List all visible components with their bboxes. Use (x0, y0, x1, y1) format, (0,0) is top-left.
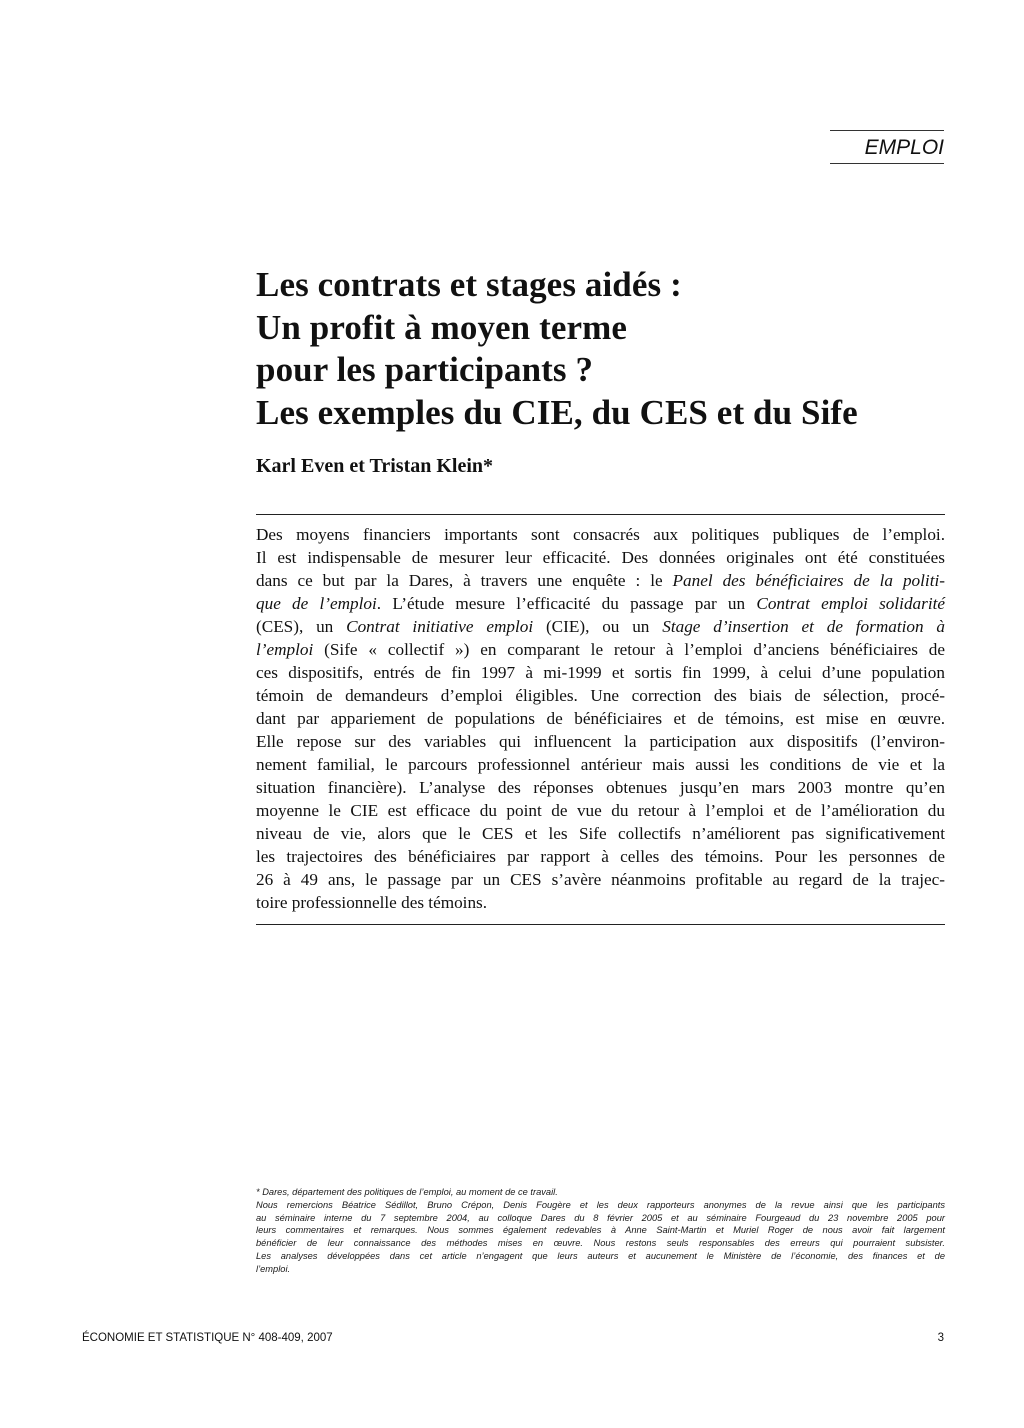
abstract-line (256, 822, 945, 845)
title-line: Les exemples du CIE, du CES et du Sife (256, 392, 858, 432)
abstract-line (256, 730, 945, 753)
abstract-text: dant par appariement de populations de bénéficiaires et de témoins, est mise en œuvre. (256, 709, 945, 728)
abstract-line (256, 891, 945, 914)
abstract-text: (CES), un (256, 617, 347, 636)
abstract-line (256, 799, 945, 822)
article-authors: Karl Even et Tristan Klein* (256, 455, 494, 477)
abstract-line (256, 684, 945, 707)
footnote-line: au séminaire interne du 7 septembre 2004, au colloque Dares du 8 février 2005 et au séminaire Fourgeaud du 23 novembre 2005 pour (256, 1212, 945, 1223)
abstract-line (256, 776, 945, 799)
abstract-text: dans ce but par la Dares, à travers une enquête : le (256, 571, 673, 590)
abstract-text: moyenne le CIE est efficace du point de vue du retour à l’emploi et de l’amélioration du (256, 801, 945, 820)
abstract-line (256, 638, 945, 661)
abstract-italic-text: l’emploi (256, 640, 314, 659)
abstract-line (256, 546, 945, 569)
footnote-line: l’emploi. (256, 1263, 291, 1274)
abstract-text: 26 à 49 ans, le passage par un CES s’avère néanmoins profitable au regard de la trajec- (256, 870, 945, 889)
abstract-line (256, 845, 945, 868)
footnote-line: Nous remercions Béatrice Sédillot, Bruno Crépon, Denis Fougère et les deux rapporteurs anonymes de la revue ainsi que les participants (256, 1199, 945, 1210)
abstract-italic-text: Contrat initiative emploi (346, 617, 534, 636)
abstract-text: (Sife « collectif ») en comparant le retour à l’emploi d’anciens bénéficiaires de (313, 640, 945, 659)
page-number: 3 (937, 1332, 944, 1344)
footnotes (256, 1186, 945, 1276)
abstract-text: Elle repose sur des variables qui influencent la participation aux dispositifs (l’environ- (256, 732, 945, 751)
abstract-box (256, 514, 945, 925)
title-line: pour les participants ? (256, 350, 594, 389)
abstract-text: Des moyens financiers importants sont consacrés aux politiques publiques de l’emploi. (256, 525, 945, 544)
abstract-line (256, 615, 945, 638)
abstract-line (256, 868, 945, 891)
footnote-line: bénéficier de leur connaissance des méthodes mises en œuvre. Nous restons seuls responsables des erreurs qui pourraient subsister. (256, 1238, 945, 1249)
abstract-text: situation financière). L’analyse des réponses obtenues jusqu’en mars 2003 montre qu’en (256, 778, 945, 797)
title-line: Les contrats et stages aidés : (256, 265, 682, 304)
abstract-italic-text: Panel des bénéficiaires de la politi- (672, 571, 945, 590)
abstract-text: témoin de demandeurs d’emploi éligibles. Une correction des biais de sélection, procé- (256, 686, 945, 705)
title-line: Un profit à moyen terme (256, 307, 628, 347)
abstract-line (256, 592, 945, 615)
abstract-italic-text: Stage d’insertion et de formation à (662, 617, 945, 636)
abstract-text: ces dispositifs, entrés de fin 1997 à mi-1999 et sortis fin 1999, à celui d’une population (256, 663, 945, 682)
abstract-line (256, 523, 945, 546)
abstract-text: toire professionnelle des témoins. (256, 893, 488, 912)
footnote-line: Les analyses développées dans cet article n’engagent que leurs auteurs et aucunement le Ministère de l’économie, des finances et de (256, 1250, 945, 1261)
section-rubric: EMPLOI (830, 130, 944, 164)
abstract-text: nement familial, le parcours professionnel antérieur mais aussi les conditions de vie et la (256, 755, 945, 774)
abstract-text: niveau de vie, alors que le CES et les Sife collectifs n’améliorent pas significativement (256, 824, 945, 843)
abstract-line (256, 569, 945, 592)
journal-footer: ÉCONOMIE ET STATISTIQUE N° 408-409, 2007 (82, 1332, 333, 1344)
abstract-text: (CIE), ou un (533, 617, 663, 636)
abstract-line (256, 707, 945, 730)
abstract-text: les trajectoires des bénéficiaires par rapport à celles des témoins. Pour les personnes de (256, 847, 945, 866)
abstract-line (256, 661, 945, 684)
abstract-italic-text: Contrat emploi solidarité (756, 594, 946, 613)
abstract-italic-text: que de l’emploi (256, 594, 377, 613)
article-title (256, 264, 956, 434)
footnote-line: leurs commentaires et remarques. Nous sommes également redevables à Anne Saint-Martin et Muriel Roger de nous avoir fait largement (256, 1225, 945, 1236)
abstract-text: . L’étude mesure l’efficacité du passage par un (376, 594, 757, 613)
abstract-text: Il est indispensable de mesurer leur efficacité. Des données originales ont été constituées (256, 548, 945, 567)
footnote-line: * Dares, département des politiques de l’emploi, au moment de ce travail. (256, 1187, 558, 1197)
abstract-line (256, 753, 945, 776)
